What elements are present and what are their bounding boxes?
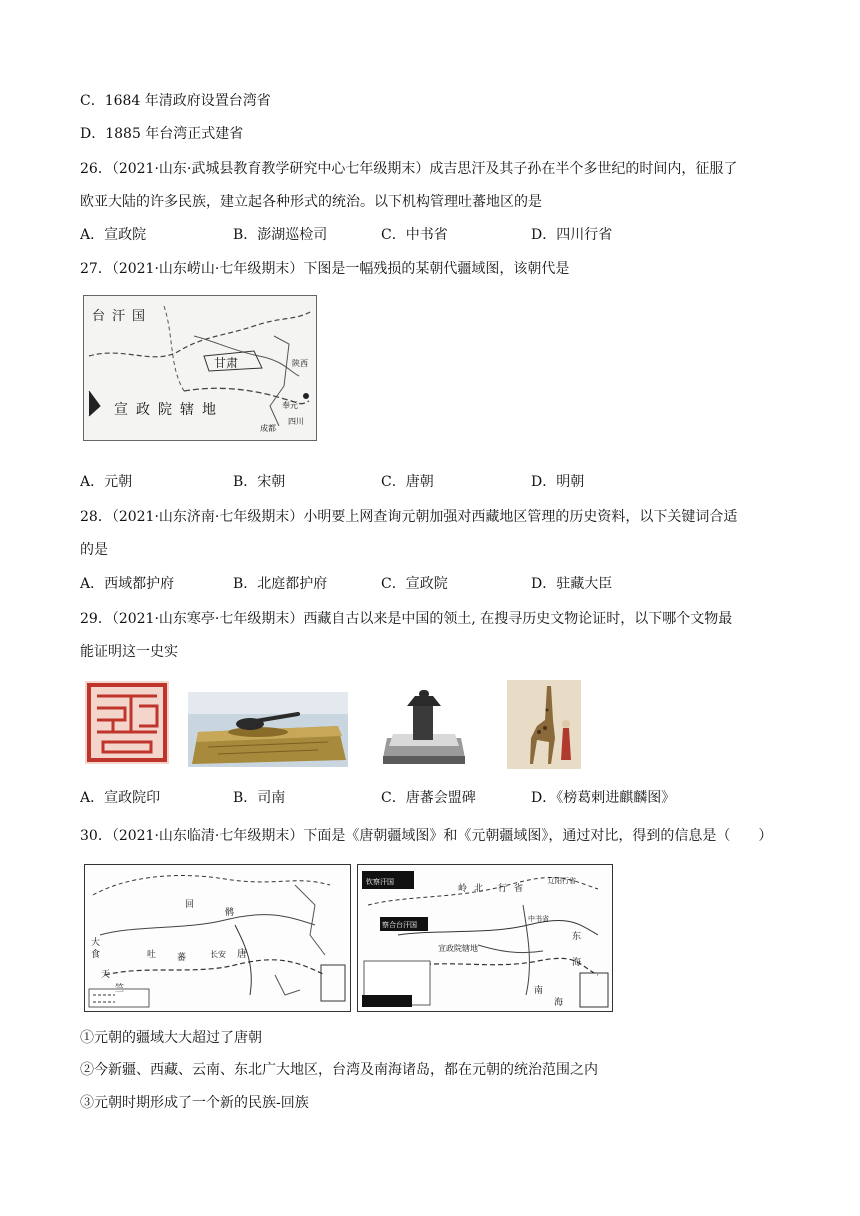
q28-option-d[interactable]: D．驻藏大臣 — [531, 576, 613, 592]
yuan-label-nan: 南 — [534, 986, 544, 996]
q28-options — [80, 574, 780, 594]
tang-label-hu: 鹘 — [225, 908, 235, 918]
map27-label-fengyuan: 奉元 — [282, 401, 298, 410]
map27-label-gansu: 甘肃 — [214, 356, 239, 370]
statement-2: ②今新疆、西藏、云南、东北广大地区，台湾及南海诸岛，都在元朝的统治范围之内 — [80, 1062, 598, 1078]
q27-options — [80, 472, 780, 492]
q26-option-a[interactable]: A．宣政院 — [80, 227, 147, 243]
q27-option-a[interactable]: A．元朝 — [80, 474, 133, 490]
statement-3: ③元朝时期形成了一个新的民族-回族 — [80, 1095, 309, 1111]
q26-option-c[interactable]: C．中书省 — [381, 227, 448, 243]
map27-label-yuan: 院 — [158, 402, 172, 418]
map27-label-han: 汗 — [112, 309, 126, 324]
yuan-label-sheng: 省 — [514, 884, 524, 894]
map27-label-di: 地 — [202, 402, 216, 418]
yuan-label-hai1: 海 — [572, 958, 582, 968]
tang-territory-map — [84, 864, 351, 1012]
yuan-label-ling: 岭 — [458, 884, 468, 894]
q28-option-b[interactable]: B．北庭都护府 — [233, 576, 328, 592]
q27-option-d[interactable]: D．明朝 — [531, 474, 585, 490]
yuan-label-liaoyang: 辽阳行省 — [548, 877, 576, 885]
tang-label-tian: 天 — [101, 970, 111, 980]
tang-label-tang: 唐 — [237, 949, 247, 960]
yuan-label-dong: 东 — [572, 932, 582, 942]
stele-image — [383, 688, 465, 769]
q26-stem-line1: 26．（2021·山东·武城县教育教学研究中心七年级期末）成吉思汗及其子孙在半个多世纪的时间内，征服了 — [80, 161, 738, 177]
yuan-label-xuanzhengyuan: 宣政院辖地 — [438, 944, 478, 953]
option-c-previous: C．1684 年清政府设置台湾省 — [80, 93, 271, 109]
damaged-map-image — [83, 295, 317, 441]
map27-label-guo: 国 — [132, 309, 146, 324]
q28-stem-line1: 28．（2021·山东济南·七年级期末）小明要上网查询元朝加强对西藏地区管理的历史资料，以下关键词合适 — [80, 509, 738, 525]
tang-label-hui: 回 — [185, 900, 195, 910]
q29-option-d[interactable]: D．《榜葛剌进麒麟图》 — [531, 790, 676, 806]
statement-1: ①元朝的疆域大大超过了唐朝 — [80, 1030, 262, 1046]
q29-option-c[interactable]: C．唐蕃会盟碑 — [381, 790, 476, 806]
compass-image — [188, 692, 348, 767]
q26-option-d[interactable]: D．四川行省 — [531, 227, 613, 243]
q27-option-b[interactable]: B．宋朝 — [233, 474, 286, 490]
q26-options — [80, 225, 780, 245]
giraffe-painting-image — [507, 680, 581, 769]
q26-option-b[interactable]: B．澎湖巡检司 — [233, 227, 328, 243]
map27-label-xuan: 宣 — [114, 402, 128, 418]
map27-label-zheng: 政 — [136, 402, 150, 418]
q28-option-c[interactable]: C．宣政院 — [381, 576, 448, 592]
q30-stem: 30．（2021·山东临清·七年级期末）下面是《唐朝疆域图》和《元朝疆域图》，通过对比，得到的信息是（ ） — [80, 828, 773, 844]
q29-option-a[interactable]: A．宣政院印 — [80, 790, 161, 806]
map27-label-xia: 辖 — [180, 402, 194, 418]
tang-label-bo: 蕃 — [177, 953, 187, 963]
tang-label-changan: 长安 — [210, 950, 226, 959]
yuan-label-zhongshu: 中书省 — [528, 915, 549, 923]
option-d-previous: D．1885 年台湾正式建省 — [80, 126, 244, 142]
yuan-label-hai2: 海 — [554, 998, 564, 1008]
yuan-label-chagatai: 察合台汗国 — [382, 921, 417, 929]
q27-stem: 27．（2021·山东崂山·七年级期末）下图是一幅残损的某朝代疆域图，该朝代是 — [80, 261, 570, 277]
q29-options — [80, 788, 780, 808]
yuan-label-qincha: 钦察汗国 — [366, 878, 394, 886]
tang-label-shi: 食 — [91, 950, 101, 960]
q27-option-c[interactable]: C．唐朝 — [381, 474, 434, 490]
q28-option-a[interactable]: A．西域都护府 — [80, 576, 175, 592]
seal-image — [79, 676, 175, 769]
map27-label-chengdu: 成都 — [260, 424, 276, 433]
tang-label-tu: 吐 — [147, 950, 157, 960]
map27-label-shaanxi: 陕西 — [292, 359, 308, 368]
tang-label-zhu: 竺 — [115, 984, 125, 994]
yuan-label-bei: 北 — [474, 884, 484, 894]
yuan-label-xing: 行 — [498, 884, 508, 894]
q28-stem-line2: 的是 — [80, 542, 108, 558]
map27-label-tai: 台 — [92, 309, 106, 324]
q29-stem-line2: 能证明这一史实 — [80, 644, 178, 660]
q29-stem-line1: 29．（2021·山东寒亭·七年级期末）西藏自古以来是中国的领土, 在搜寻历史文物论证时，以下哪个文物最 — [80, 611, 733, 627]
map27-label-sichuan: 四川 — [288, 417, 304, 426]
yuan-territory-map — [357, 864, 613, 1012]
q26-stem-line2: 欧亚大陆的许多民族，建立起各种形式的统治。以下机构管理吐蕃地区的是 — [80, 194, 542, 210]
q29-option-b[interactable]: B．司南 — [233, 790, 286, 806]
tang-label-da: 大 — [91, 938, 101, 948]
